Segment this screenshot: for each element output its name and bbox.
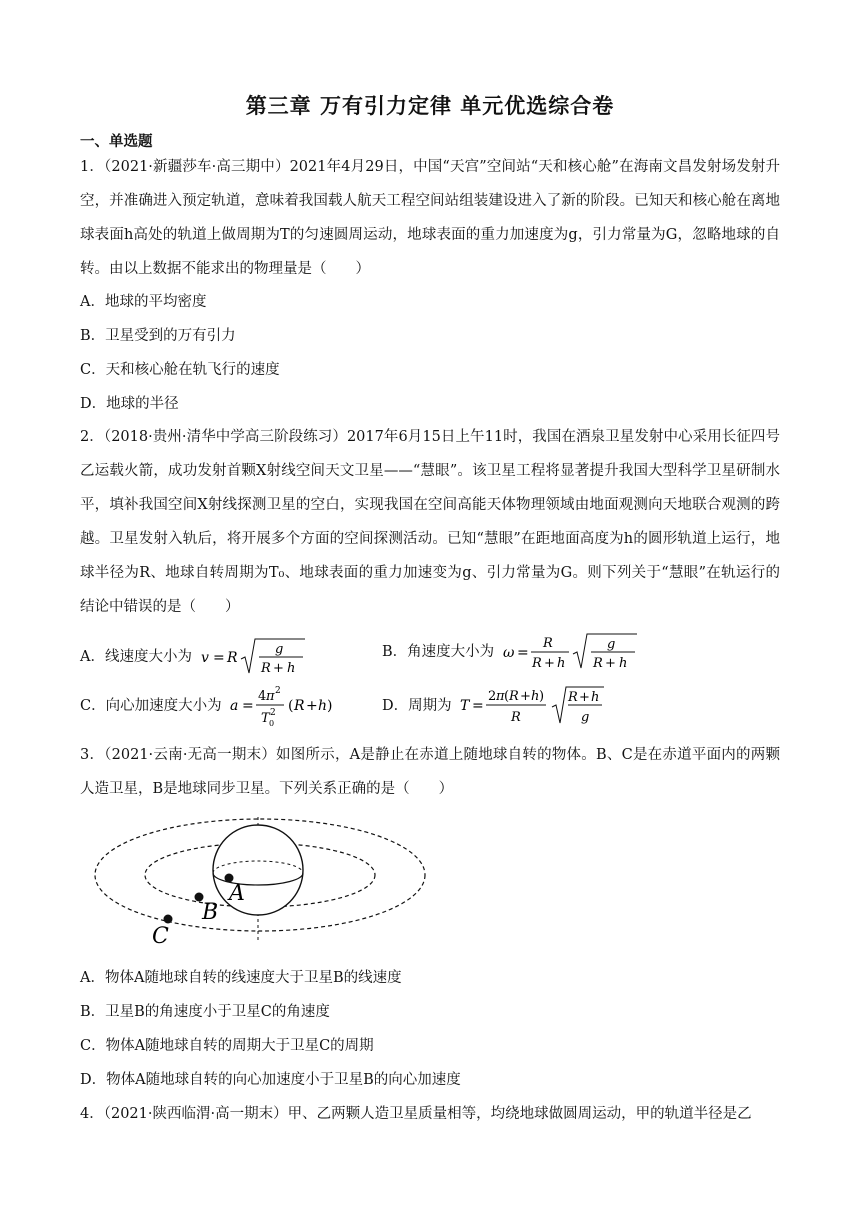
svg-text:h: h <box>618 656 628 671</box>
svg-text:T: T <box>460 698 470 714</box>
svg-text:R: R <box>531 656 542 671</box>
question-1-text: 1．（2021·新疆莎车·高三期中）2021年4月29日，中国“天宫”空间站“天和核心舱”在海南文昌发射场发射升空，并准确进入预定轨道，意味着我国载人航天工程空间站组装建设进入了新的阶段。已知天和核心舱在离地球表面h高处的轨道上做周期为T的匀速圆周运动，地球表面的重力加速度为g，引力常量为G，忽略地球的自转。由以上数据不能求出的物理量是（ ） <box>80 159 780 277</box>
svg-text:): ) <box>327 698 333 714</box>
question-2-option-c <box>80 683 338 729</box>
question-3-option-c: C．物体A随地球自转的周期大于卫星C的周期 <box>80 1038 374 1054</box>
svg-text:(: ( <box>504 689 510 704</box>
svg-text:2: 2 <box>488 689 497 704</box>
question-3-option-b: B．卫星B的角速度小于卫星C的角速度 <box>80 1004 330 1020</box>
question-2-text: 2．（2018·贵州·清华中学高三阶段练习）2017年6月15日上午11时，我国在酒泉卫星发射中心采用长征四号乙运载火箭，成功发射首颗X射线空间天文卫星——“慧眼”。该卫星工程将显著提升我国大型科学卫星研制水平，填补我国空间X射线探测卫星的空白，实现我国在空间高能天体物理领域由地面观测向天地联合观测的跨越。卫星发射入轨后，将开展多个方面的空间探测活动。已知“慧眼”在距地面高度为h的圆形轨道上运行，地球半径为R、地球自转周期为T₀、地球表面的重力加速变为g、引力常量为G。则下列关于“慧眼”在轨运行的结论中错误的是（ ） <box>80 429 780 615</box>
svg-text:R: R <box>509 689 520 704</box>
svg-text:+: + <box>520 689 532 704</box>
question-1-option-a: A．地球的平均密度 <box>80 294 207 310</box>
svg-text:a: a <box>230 698 239 714</box>
svg-text:π: π <box>496 689 505 704</box>
svg-text:h: h <box>531 689 540 704</box>
point-c <box>164 915 173 924</box>
question-1-option-c: C．天和核心舱在轨飞行的速度 <box>80 362 280 378</box>
option-d-prefix: D．周期为 <box>382 698 452 714</box>
option-a-prefix: A．线速度大小为 <box>80 649 192 665</box>
svg-text:h: h <box>286 661 295 676</box>
question-1-option-b: B．卫星受到的万有引力 <box>80 328 236 344</box>
formula-c <box>228 683 338 729</box>
label-b: B <box>202 900 219 925</box>
svg-text:=: = <box>242 698 254 714</box>
svg-text:): ) <box>539 689 545 704</box>
orbit-figure <box>90 815 450 955</box>
svg-text:=: = <box>516 645 529 661</box>
option-b-prefix: B．角速度大小为 <box>382 644 495 660</box>
svg-text:=: = <box>472 698 484 714</box>
svg-text:+: + <box>272 661 284 676</box>
svg-text:h: h <box>591 690 600 705</box>
svg-text:ω: ω <box>502 645 515 661</box>
question-2-option-d <box>382 683 608 729</box>
section-heading: 一、单选题 <box>80 134 153 150</box>
question-4-text: 4．（2021·陕西临渭·高一期末）甲、乙两颗人造卫星质量相等，均绕地球做圆周运动，甲的轨道半径是乙 <box>80 1106 752 1122</box>
question-1-option-d: D．地球的半径 <box>80 396 179 412</box>
svg-text:+: + <box>306 698 318 714</box>
label-a: A <box>229 881 245 906</box>
question-3-option-d: D．物体A随地球自转的向心加速度小于卫星B的向心加速度 <box>80 1072 461 1088</box>
svg-text:+: + <box>604 656 616 671</box>
svg-text:+: + <box>543 656 555 671</box>
svg-text:v: v <box>200 650 209 666</box>
question-3-option-a: A．物体A随地球自转的线速度大于卫星B的线速度 <box>80 970 402 986</box>
svg-text:+: + <box>579 690 591 705</box>
svg-text:g: g <box>274 642 283 657</box>
svg-text:R: R <box>260 661 271 676</box>
page-title: 第三章 万有引力定律 单元优选综合卷 <box>245 94 615 118</box>
svg-text:=: = <box>212 650 225 666</box>
svg-text:R: R <box>568 690 579 705</box>
question-2-option-b <box>382 630 641 674</box>
svg-text:R: R <box>542 636 553 651</box>
svg-text:R: R <box>511 710 522 725</box>
svg-text:h: h <box>556 656 566 671</box>
formula-b <box>501 630 641 674</box>
question-3-text: 3．（2021·云南·无高一期末）如图所示，A是静止在赤道上随地球自转的物体。B、C是在赤道平面内的两颗人造卫星，B是地球同步卫星。下列关系正确的是（ ） <box>80 747 780 797</box>
formula-d <box>458 683 608 729</box>
formula-a <box>199 635 309 679</box>
option-c-prefix: C．向心加速度大小为 <box>80 698 222 714</box>
svg-text:(: ( <box>288 698 294 714</box>
label-c: C <box>152 924 169 949</box>
svg-text:g: g <box>606 637 616 652</box>
svg-text:g: g <box>581 710 590 725</box>
question-2-option-a <box>80 635 309 679</box>
svg-text:R: R <box>592 656 603 671</box>
svg-text:R: R <box>294 698 305 714</box>
svg-text:4: 4 <box>258 689 267 704</box>
svg-text:h: h <box>318 698 328 714</box>
svg-text:π: π <box>266 689 275 704</box>
svg-text:2: 2 <box>270 708 276 718</box>
svg-text:2: 2 <box>275 686 281 696</box>
svg-text:R: R <box>226 650 238 666</box>
svg-text:T: T <box>261 711 270 726</box>
svg-text:0: 0 <box>269 719 275 728</box>
